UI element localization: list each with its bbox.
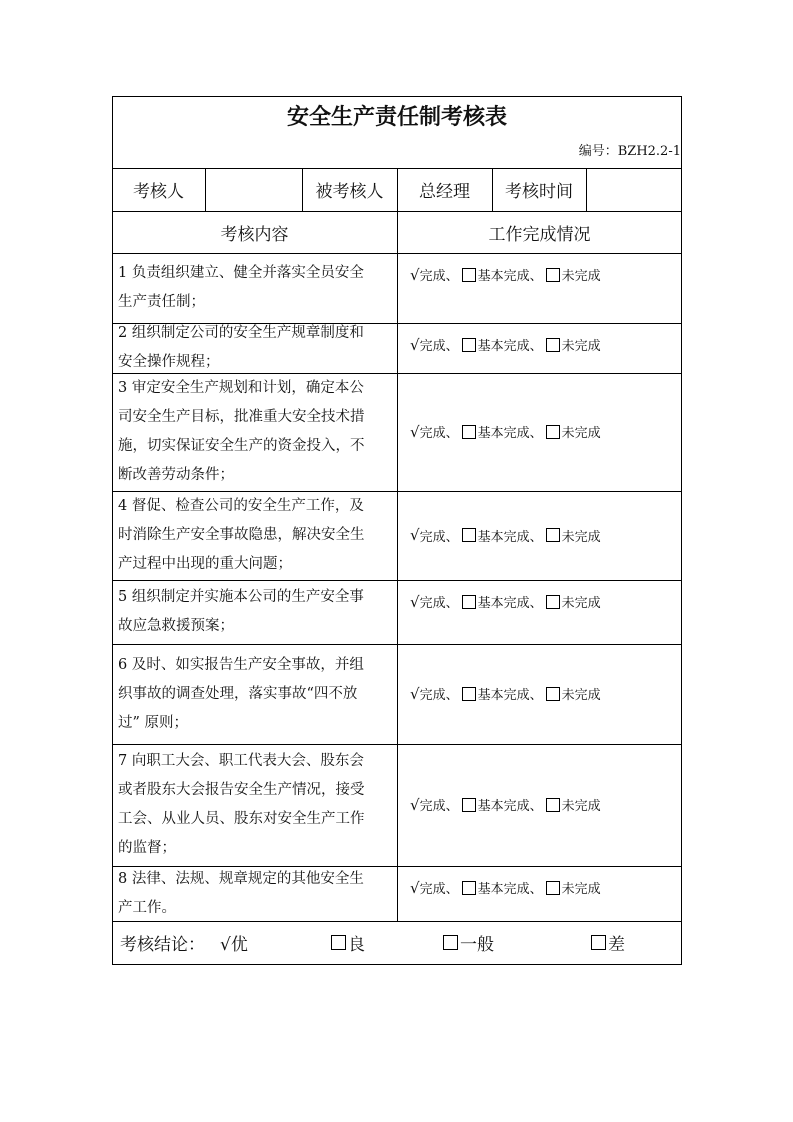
document-code: 编号：BZH2.2-1: [578, 144, 681, 159]
item-line: 3 审定安全生产规划和计划，确定本公: [118, 380, 364, 396]
not-done-label: 未完成: [561, 688, 601, 703]
item-line: 过” 原则；: [118, 714, 189, 731]
assessment-item: [118, 865, 398, 923]
checkbox-icon[interactable]: [546, 595, 560, 609]
checkbox-icon[interactable]: [546, 798, 560, 812]
item-line: 4 督促、检查公司的安全生产工作，及: [118, 498, 364, 514]
good-label: 良: [348, 935, 365, 955]
completion-status[interactable]: [410, 878, 601, 897]
conclusion-label: 考核结论：: [120, 935, 205, 955]
checkbox-icon: [443, 935, 458, 950]
page-title: 安全生产责任制考核表: [286, 105, 507, 130]
assessment-item: [118, 319, 398, 377]
item-line: 2 组织制定公司的安全生产规章制度和: [118, 325, 364, 341]
done-label: 完成、: [419, 426, 459, 441]
option-excellent[interactable]: [220, 930, 248, 955]
conclusion-row: [120, 930, 680, 956]
done-label: 完成、: [419, 339, 459, 354]
check-icon: √: [410, 526, 420, 544]
basic-label: 基本完成、: [477, 339, 543, 354]
assessment-item: [118, 651, 398, 738]
check-icon: √: [410, 592, 420, 611]
check-icon: √: [410, 878, 420, 897]
assessee-field[interactable]: 总经理: [419, 182, 470, 202]
checkbox-icon: [591, 935, 606, 950]
completion-status[interactable]: [410, 592, 601, 611]
completion-status[interactable]: [410, 265, 601, 284]
completion-status[interactable]: [410, 795, 601, 814]
checkbox-icon[interactable]: [462, 268, 476, 282]
done-label: 完成、: [419, 882, 459, 897]
item-line: 织事故的调查处理，落实事故“四不放: [118, 685, 358, 702]
check-icon: √: [410, 795, 420, 814]
assessment-item: [118, 583, 398, 641]
item-line: 时消除生产安全事故隐患，解决安全生: [118, 527, 365, 543]
checkbox-icon[interactable]: [462, 798, 476, 812]
checkbox-icon[interactable]: [462, 528, 476, 542]
done-label: 完成、: [419, 596, 459, 611]
item-line: 安全操作规程；: [118, 354, 220, 370]
check-icon: √: [410, 684, 420, 703]
checkbox-icon: [331, 935, 346, 950]
item-line: 8 法律、法规、规章规定的其他安全生: [118, 870, 364, 887]
excellent-label: 优: [230, 935, 248, 955]
item-line: 的监督；: [118, 840, 176, 856]
basic-label: 基本完成、: [477, 799, 543, 814]
checkbox-icon[interactable]: [546, 881, 560, 895]
basic-label: 基本完成、: [477, 596, 543, 611]
item-line: 断改善劳动条件；: [118, 467, 234, 483]
not-done-label: 未完成: [561, 529, 601, 545]
checkbox-icon[interactable]: [462, 595, 476, 609]
poor-label: 差: [608, 935, 625, 955]
basic-label: 基本完成、: [477, 882, 543, 897]
checkbox-icon[interactable]: [462, 425, 476, 439]
completion-status[interactable]: [410, 526, 601, 545]
option-poor[interactable]: [588, 930, 625, 955]
completion-status[interactable]: [410, 684, 601, 703]
completion-status[interactable]: [410, 335, 601, 354]
check-icon: √: [410, 422, 420, 441]
check-icon: √: [220, 935, 231, 955]
content-header: 考核内容: [220, 224, 289, 245]
checkbox-icon[interactable]: [462, 881, 476, 895]
item-line: 工会、从业人员、股东对安全生产工作: [118, 811, 365, 827]
basic-label: 基本完成、: [477, 269, 543, 284]
time-field[interactable]: [586, 168, 682, 211]
basic-label: 基本完成、: [477, 688, 543, 703]
done-label: 完成、: [419, 269, 459, 284]
average-label: 一般: [460, 935, 494, 955]
assessor-label: 考核人: [133, 182, 184, 202]
item-line: 生产责任制；: [118, 294, 205, 310]
done-label: 完成、: [419, 688, 459, 703]
time-label: 考核时间: [505, 182, 573, 202]
completion-status[interactable]: [410, 422, 601, 441]
basic-label: 基本完成、: [477, 426, 543, 441]
item-line: 产过程中出现的重大问题；: [118, 556, 292, 572]
item-line: 7 向职工大会、职工代表大会、股东会: [118, 753, 364, 769]
checkbox-icon[interactable]: [546, 268, 560, 282]
not-done-label: 未完成: [561, 426, 601, 441]
check-icon: √: [410, 265, 420, 284]
item-line: 或者股东大会报告安全生产情况，接受: [118, 782, 365, 798]
assessment-item: [118, 259, 398, 317]
not-done-label: 未完成: [561, 799, 601, 814]
option-good[interactable]: [328, 930, 365, 955]
basic-label: 基本完成、: [477, 529, 543, 545]
checkbox-icon[interactable]: [462, 687, 476, 701]
checkbox-icon[interactable]: [546, 687, 560, 701]
checkbox-icon[interactable]: [546, 425, 560, 439]
not-done-label: 未完成: [561, 882, 601, 897]
checkbox-icon[interactable]: [546, 528, 560, 542]
item-line: 产工作。: [118, 899, 176, 916]
not-done-label: 未完成: [561, 596, 601, 611]
assessment-item: [118, 492, 398, 579]
status-header: 工作完成情况: [488, 224, 591, 245]
checkbox-icon[interactable]: [462, 338, 476, 352]
assessment-item: [118, 747, 398, 863]
assessor-field[interactable]: [205, 168, 302, 211]
assessee-label: 被考核人: [315, 182, 384, 202]
assessment-item: [118, 374, 398, 490]
done-label: 完成、: [419, 529, 459, 545]
item-line: 5 组织制定并实施本公司的生产安全事: [118, 589, 364, 605]
done-label: 完成、: [419, 799, 459, 814]
item-line: 施，切实保证安全生产的资金投入，不: [118, 438, 365, 454]
item-line: 6 及时、如实报告生产安全事故，并组: [118, 656, 364, 673]
item-line: 故应急救援预案；: [118, 618, 234, 634]
checkbox-icon[interactable]: [546, 338, 560, 352]
not-done-label: 未完成: [561, 339, 601, 354]
option-average[interactable]: [440, 930, 494, 955]
item-line: 1 负责组织建立、健全并落实全员安全: [118, 265, 364, 281]
not-done-label: 未完成: [561, 269, 601, 284]
item-line: 司安全生产目标，批准重大安全技术措: [118, 409, 365, 425]
check-icon: √: [410, 335, 420, 354]
